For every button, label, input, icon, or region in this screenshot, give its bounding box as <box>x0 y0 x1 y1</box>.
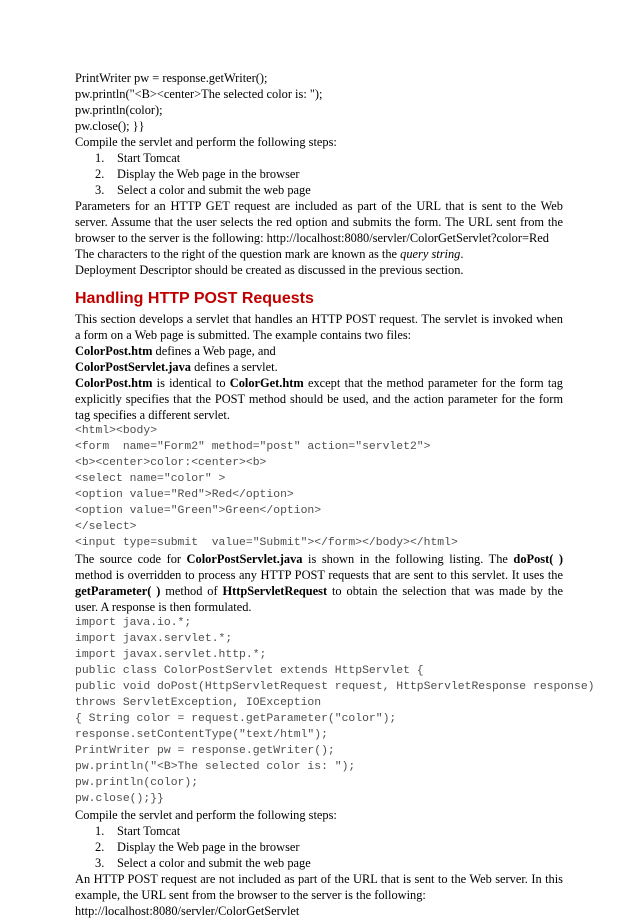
java-code-block <box>75 615 595 807</box>
source-paragraph: The source code for ColorPostServlet.java is shown in the following listing. The doPost( ) method is overridden to process any HTTP POST requests that are sent to this servlet. It uses the getParameter( ) method of HttpServletRequest to obtain the selection that was made by the user. A response is then formulated. <box>75 552 564 614</box>
list-item: 2. Display the Web page in the browser <box>95 167 300 181</box>
code-line: pw.println("<B>The selected color is: "); <box>75 761 356 773</box>
code-line: pw.close(); }} <box>75 119 145 133</box>
list-item: 1. Start Tomcat <box>95 824 181 838</box>
code-line: pw.println(color); <box>75 103 163 117</box>
code-line: <option value="Red">Red</option> <box>75 489 294 501</box>
post-url: http://localhost:8080/servler/ColorGetServlet <box>75 904 300 918</box>
list-item: 3. Select a color and submit the web page <box>95 183 311 197</box>
code-line: </select> <box>75 521 137 533</box>
code-line: <b><center>color:<center><b> <box>75 457 267 469</box>
compile-intro: Compile the servlet and perform the following steps: <box>75 808 337 822</box>
steps-list <box>75 150 563 198</box>
file-line-1: ColorPost.htm defines a Web page, and <box>75 344 276 358</box>
get-paragraph: Parameters for an HTTP GET request are included as part of the URL that is sent to the Web server. Assume that the user selects the red option and submits the form. The URL sent from the browser to the server is the following: http://localhost:8080/servler/ColorGetServlet?color=Red <box>75 199 563 245</box>
section-title: Handling HTTP POST Requests <box>75 290 314 307</box>
code-line: import javax.servlet.*; <box>75 633 233 645</box>
identical-paragraph: ColorPost.htm is identical to ColorGet.htm except that the method parameter for the form tag explicitly specifies that the POST method should be used, and the action parameter for the form tag specifies a different servlet. <box>75 376 564 422</box>
code-line: import javax.servlet.http.*; <box>75 649 267 661</box>
post-intro: This section develops a servlet that handles an HTTP POST request. The servlet is invoked when a form on a Web page is submitted. The example contains two files: <box>75 312 563 342</box>
list-item: 3. Select a color and submit the web page <box>95 856 311 870</box>
html-code-block <box>75 423 563 551</box>
code-line: <form name="Form2" method="post" action="servlet2"> <box>75 441 431 453</box>
deployment-descriptor-line: Deployment Descriptor should be created as discussed in the previous section. <box>75 263 464 277</box>
steps-list <box>75 823 563 871</box>
query-string-term: query string <box>400 247 461 261</box>
list-item: 1. Start Tomcat <box>95 151 181 165</box>
code-line: <select name="color" > <box>75 473 226 485</box>
query-string-line: The characters to the right of the question mark are known as the query string. <box>75 247 464 261</box>
code-line: pw.println(color); <box>75 777 199 789</box>
code-line: public void doPost(HttpServletRequest request, HttpServletResponse response) <box>75 681 595 693</box>
file-line-2: ColorPostServlet.java defines a servlet. <box>75 360 278 374</box>
code-line: PrintWriter pw = response.getWriter(); <box>75 71 268 85</box>
code-line: <input type=submit value="Submit"></form></body></html> <box>75 537 458 549</box>
post-paragraph: An HTTP POST request are not included as part of the URL that is sent to the Web server. In this example, the URL sent from the browser to the server is the following: <box>75 872 563 902</box>
list-item: 2. Display the Web page in the browser <box>95 840 300 854</box>
code-line: <option value="Green">Green</option> <box>75 505 322 517</box>
code-line: { String color = request.getParameter("color"); <box>75 713 397 725</box>
code-line: pw.close();}} <box>75 793 164 805</box>
code-line: throws ServletException, IOException <box>75 697 322 709</box>
code-line: <html><body> <box>75 425 158 437</box>
code-line: response.setContentType("text/html"); <box>75 729 328 741</box>
top-code-block <box>75 70 563 134</box>
code-line: pw.println("<B><center>The selected color is: "); <box>75 87 323 101</box>
document-page <box>75 70 595 919</box>
code-line: PrintWriter pw = response.getWriter(); <box>75 745 335 757</box>
code-line: import java.io.*; <box>75 617 192 629</box>
code-line: public class ColorPostServlet extends HttpServlet { <box>75 665 424 677</box>
compile-intro: Compile the servlet and perform the following steps: <box>75 135 337 149</box>
